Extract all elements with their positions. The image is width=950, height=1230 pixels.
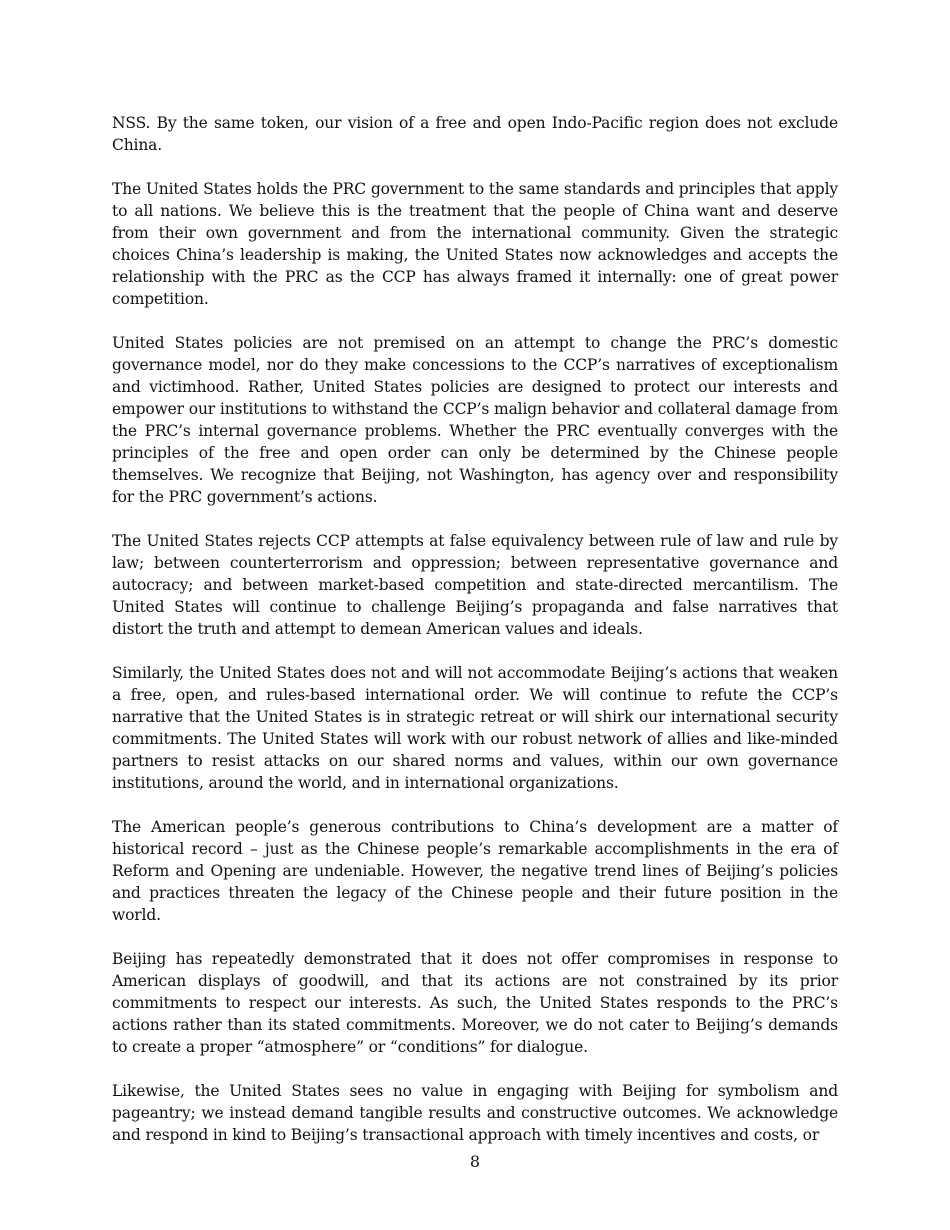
paragraph-8: Likewise, the United States sees no value in engaging with Beijing for symbolism and pageantry; we instead demand tangible results and constructive outcomes. We acknowledge and respond in kind to Beijing’s transactional approach with timely incentives and costs, or: [112, 1082, 838, 1144]
page-number: 8: [469, 1152, 481, 1171]
paragraph-2: The United States holds the PRC government to the same standards and principles that apply to all nations. We believe this is the treatment that the people of China want and deserve from their own government and from the international community. Given the strategic choices China’s leadership is making, the United States now acknowledges and accepts the relationship with the PRC as the CCP has always framed it internally: one of great power competition.: [112, 180, 838, 308]
page-body: [112, 112, 838, 1168]
paragraph-1: NSS. By the same token, our vision of a free and open Indo-Pacific region does not exclude China.: [112, 114, 838, 154]
paragraph-6: The American people’s generous contributions to China’s development are a matter of historical record – just as the Chinese people’s remarkable accomplishments in the era of Reform and Opening are undeniable. However, the negative trend lines of Beijing’s policies and practices threaten the legacy of the Chinese people and their future position in the world.: [112, 818, 838, 924]
paragraph-4: The United States rejects CCP attempts at false equivalency between rule of law and rule by law; between counterterrorism and oppression; between representative governance and autocracy; and between market-based competition and state-directed mercantilism. The United States will continue to challenge Beijing’s propaganda and false narratives that distort the truth and attempt to demean American values and ideals.: [112, 532, 838, 638]
paragraph-5: Similarly, the United States does not and will not accommodate Beijing’s actions that weaken a free, open, and rules-based international order. We will continue to refute the CCP’s narrative that the United States is in strategic retreat or will shirk our international security commitments. The United States will work with our robust network of allies and like-minded partners to resist attacks on our shared norms and values, within our own governance institutions, around the world, and in international organizations.: [112, 664, 838, 792]
paragraph-7: Beijing has repeatedly demonstrated that it does not offer compromises in response to American displays of goodwill, and that its actions are not constrained by its prior commitments to respect our interests. As such, the United States responds to the PRC’s actions rather than its stated commitments. Moreover, we do not cater to Beijing’s demands to create a proper “atmosphere” or “conditions” for dialogue.: [112, 950, 838, 1056]
paragraph-3: United States policies are not premised on an attempt to change the PRC’s domestic governance model, nor do they make concessions to the CCP’s narratives of exceptionalism and victimhood. Rather, United States policies are designed to protect our interests and empower our institutions to withstand the CCP’s malign behavior and collateral damage from the PRC’s internal governance problems. Whether the PRC eventually converges with the principles of the free and open order can only be determined by the Chinese people themselves. We recognize that Beijing, not Washington, has agency over and responsibility for the PRC government’s actions.: [112, 334, 838, 506]
